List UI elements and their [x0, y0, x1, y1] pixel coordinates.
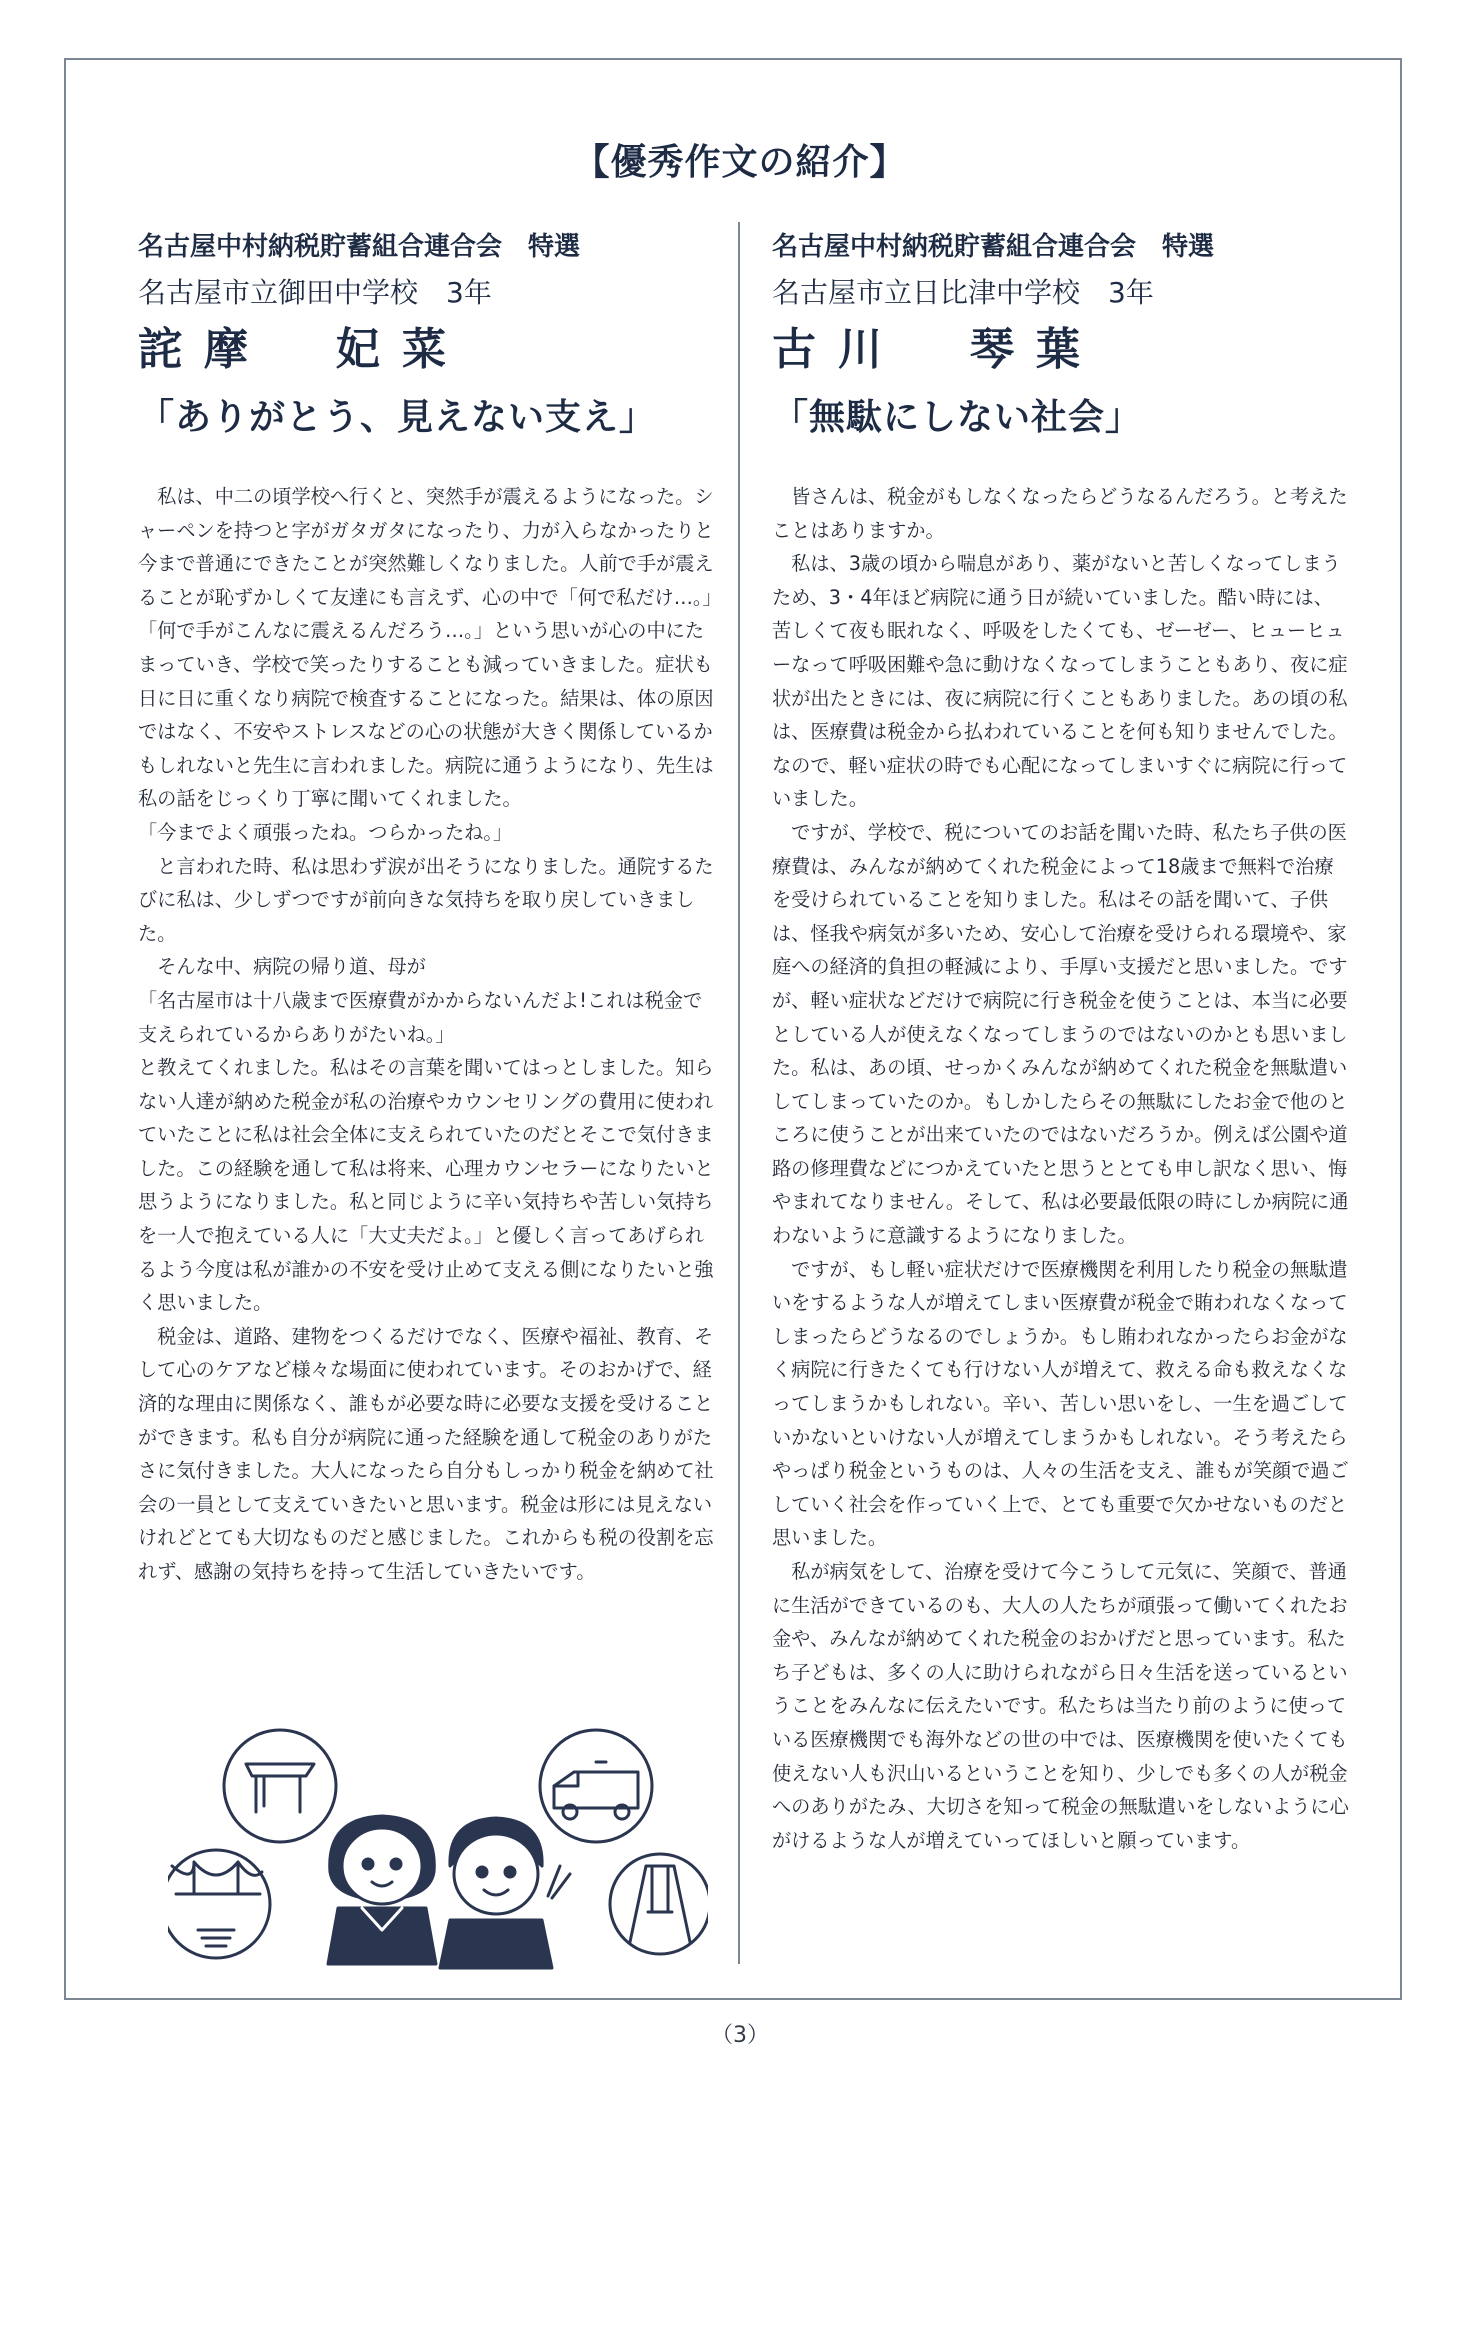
- school-grade: 名古屋市立日比津中学校 3年: [772, 276, 1154, 309]
- emergency-vehicles-icon: [540, 1730, 652, 1842]
- playground-swing-icon: [610, 1854, 708, 1954]
- children-tax-illustration: [168, 1716, 708, 1970]
- student-girl-icon: [328, 1816, 436, 1964]
- section-title: 【優秀作文の紹介】: [573, 142, 907, 183]
- organization-award: 名古屋中村納税貯蓄組合連合会 特選: [138, 232, 581, 262]
- essay-paragraph: と言われた時、私は思わず涙が出そうになりました。通院するたびに私は、少しずつですが前向きな気持ちを取り戻していきました。: [138, 854, 714, 945]
- author-name: 古川 琴葉: [772, 324, 1102, 375]
- essay-paragraph: 「名古屋市は十八歳まで医療費がかからないんだよ!これは税金で支えられているからありがたいね。」: [138, 988, 703, 1046]
- essay-paragraph: 税金は、道路、建物をつくるだけでなく、医療や福祉、教育、そして心のケアなど様々な場面に使われています。そのおかげで、経済的な理由に関係なく、誰もが必要な時に必要な支援を受けることができます。私も自分が病院に通った経験を通して税金のありがたさに気付きました。大人になったら自分もしっかり税金を納めて社会の一員として支えていきたいと思います。税金は形には見えないけれどとても大切なものだと感じました。これからも税の役割を忘れず、感謝の気持ちを持って生活していきたいです。: [138, 1324, 714, 1583]
- essay-paragraph: そんな中、病院の帰り道、母が: [138, 955, 426, 979]
- essay-title: 「ありがとう、見えない支え」: [138, 397, 657, 438]
- bridge-icon: [168, 1850, 270, 1958]
- essay-paragraph: 「今までよく頑張ったね。つらかったね。」: [138, 820, 513, 844]
- essay-title: 「無駄にしない社会」: [772, 397, 1143, 438]
- student-boy-icon: [440, 1818, 570, 1968]
- school-grade: 名古屋市立御田中学校 3年: [138, 276, 492, 309]
- essay-paragraph: 私は、中二の頃学校へ行くと、突然手が震えるようになった。シャーペンを持つと字がガタガタになったり、力が入らなかったりと今まで普通にできたことが突然難しくなりました。人前で手が震えることが恥ずかしくて友達にも言えず、心の中で「何で私だけ…。」「何で手がこんなに震えるんだろう…。」という思いが心の中にたまっていき、学校で笑ったりすることも減っていきました。症状も日に日に重くなり病院で検査することになった。結果は、体の原因ではなく、不安やストレスなどの心の状態が大きく関係しているかもしれないと先生に言われました。病院に通うようになり、先生は私の話をじっくり丁寧に聞いてくれました。: [138, 485, 714, 811]
- essay-paragraph: と教えてくれました。私はその言葉を聞いてはっとしました。知らない人達が納めた税金が私の治療やカウンセリングの費用に使われていたことに私は社会全体に支えられていたのだとそこで気付きました。この経験を通して私は将来、心理カウンセラーになりたいと思うようになりました。私と同じように辛い気持ちや苦しい気持ちを一人で抱えている人に「大丈夫だよ。」と優しく言ってあげられるよう今度は私が誰かの不安を受け止めて支える側になりたいと強く思いました。: [138, 1056, 714, 1315]
- author-name: 詫摩 妃菜: [138, 324, 468, 375]
- essay-right: [772, 226, 1352, 1857]
- essay-body: [138, 480, 720, 1589]
- essay-paragraph: 皆さんは、税金がもしなくなったらどうなるんだろう。と考えたことはありますか。: [772, 485, 1348, 542]
- organization-award: 名古屋中村納税貯蓄組合連合会 特選: [772, 232, 1215, 262]
- essay-paragraph: 私は、3歳の頃から喘息があり、薬がないと苦しくなってしまうため、3・4年ほど病院に通う日が続いていました。酷い時には、苦しくて夜も眠れなく、呼吸をしたくても、ゼーゼー、ヒューヒューなって呼吸困難や急に動けなくなってしまうこともあり、夜に症状が出たときには、夜に病院に行くこともありました。あの頃の私は、医療費は税金から払われていることを何も知りませんでした。なので、軽い症状の時でも心配になってしまいすぐに病院に行っていました。: [772, 552, 1348, 811]
- school-desk-icon: [224, 1730, 336, 1842]
- essay-left: [138, 226, 720, 1589]
- essay-paragraph: ですが、学校で、税についてのお話を聞いた時、私たち子供の医療費は、みんなが納めてくれた税金によって18歳まで無料で治療を受けられていることを知りました。私はその話を聞いて、子供は、怪我や病気が多いため、安心して治療を受けられる環境や、家庭への経済的負担の軽減により、手厚い支援だと思いました。ですが、軽い症状などだけで病院に行き税金を使うことは、本当に必要としている人が使えなくなってしまうのではないのかとも思いました。私は、あの頃、せっかくみんなが納めてくれた税金を無駄遣いしてしまっていたのか。もしかしたらその無駄にしたお金で他のところに使うことが出来ていたのではないだろうか。例えば公園や道路の修理費などにつかえていたと思うととても申し訳なく思い、悔やまれてなりません。そして、私は必要最低限の時にしか病院に通わないように意識するようになりました。: [772, 820, 1349, 1248]
- essay-paragraph: 私が病気をして、治療を受けて今こうして元気に、笑顔で、普通に生活ができているのも、大人の人たちが頑張って働いてくれたお金や、みんなが納めてくれた税金のおかげだと思っています。私たち子どもは、多くの人に助けられながら日々生活を送っているということをみんなに伝えたいです。私たちは当たり前のように使っている医療機関でも海外などの世の中では、医療機関を使いたくても使えない人も沢山いるということを知り、少しでも多くの人が税金へのありがたみ、大切さを知って税金の無駄遣いをしないように心がけるような人が増えていってほしいと願っています。: [772, 1560, 1349, 1852]
- essay-paragraph: ですが、もし軽い症状だけで医療機関を利用したり税金の無駄遣いをするような人が増えてしまい医療費が税金で賄われなくなってしまったらどうなるのでしょうか。もし賄われなかったらお金がなく病院に行きたくても行けない人が増えて、救える命も救えなくなってしまうかもしれない。辛い、苦しい思いをし、一生を過ごしていかないといけない人が増えてしまうかもしれない。そう考えたらやっぱり税金というものは、人々の生活を支え、誰もが笑顔で過ごしていく社会を作っていく上で、とても重要で欠かせないものだと思いました。: [772, 1257, 1349, 1550]
- essay-body: [772, 480, 1352, 1857]
- page-number: （3）: [711, 2023, 769, 2048]
- column-divider: [738, 222, 740, 1964]
